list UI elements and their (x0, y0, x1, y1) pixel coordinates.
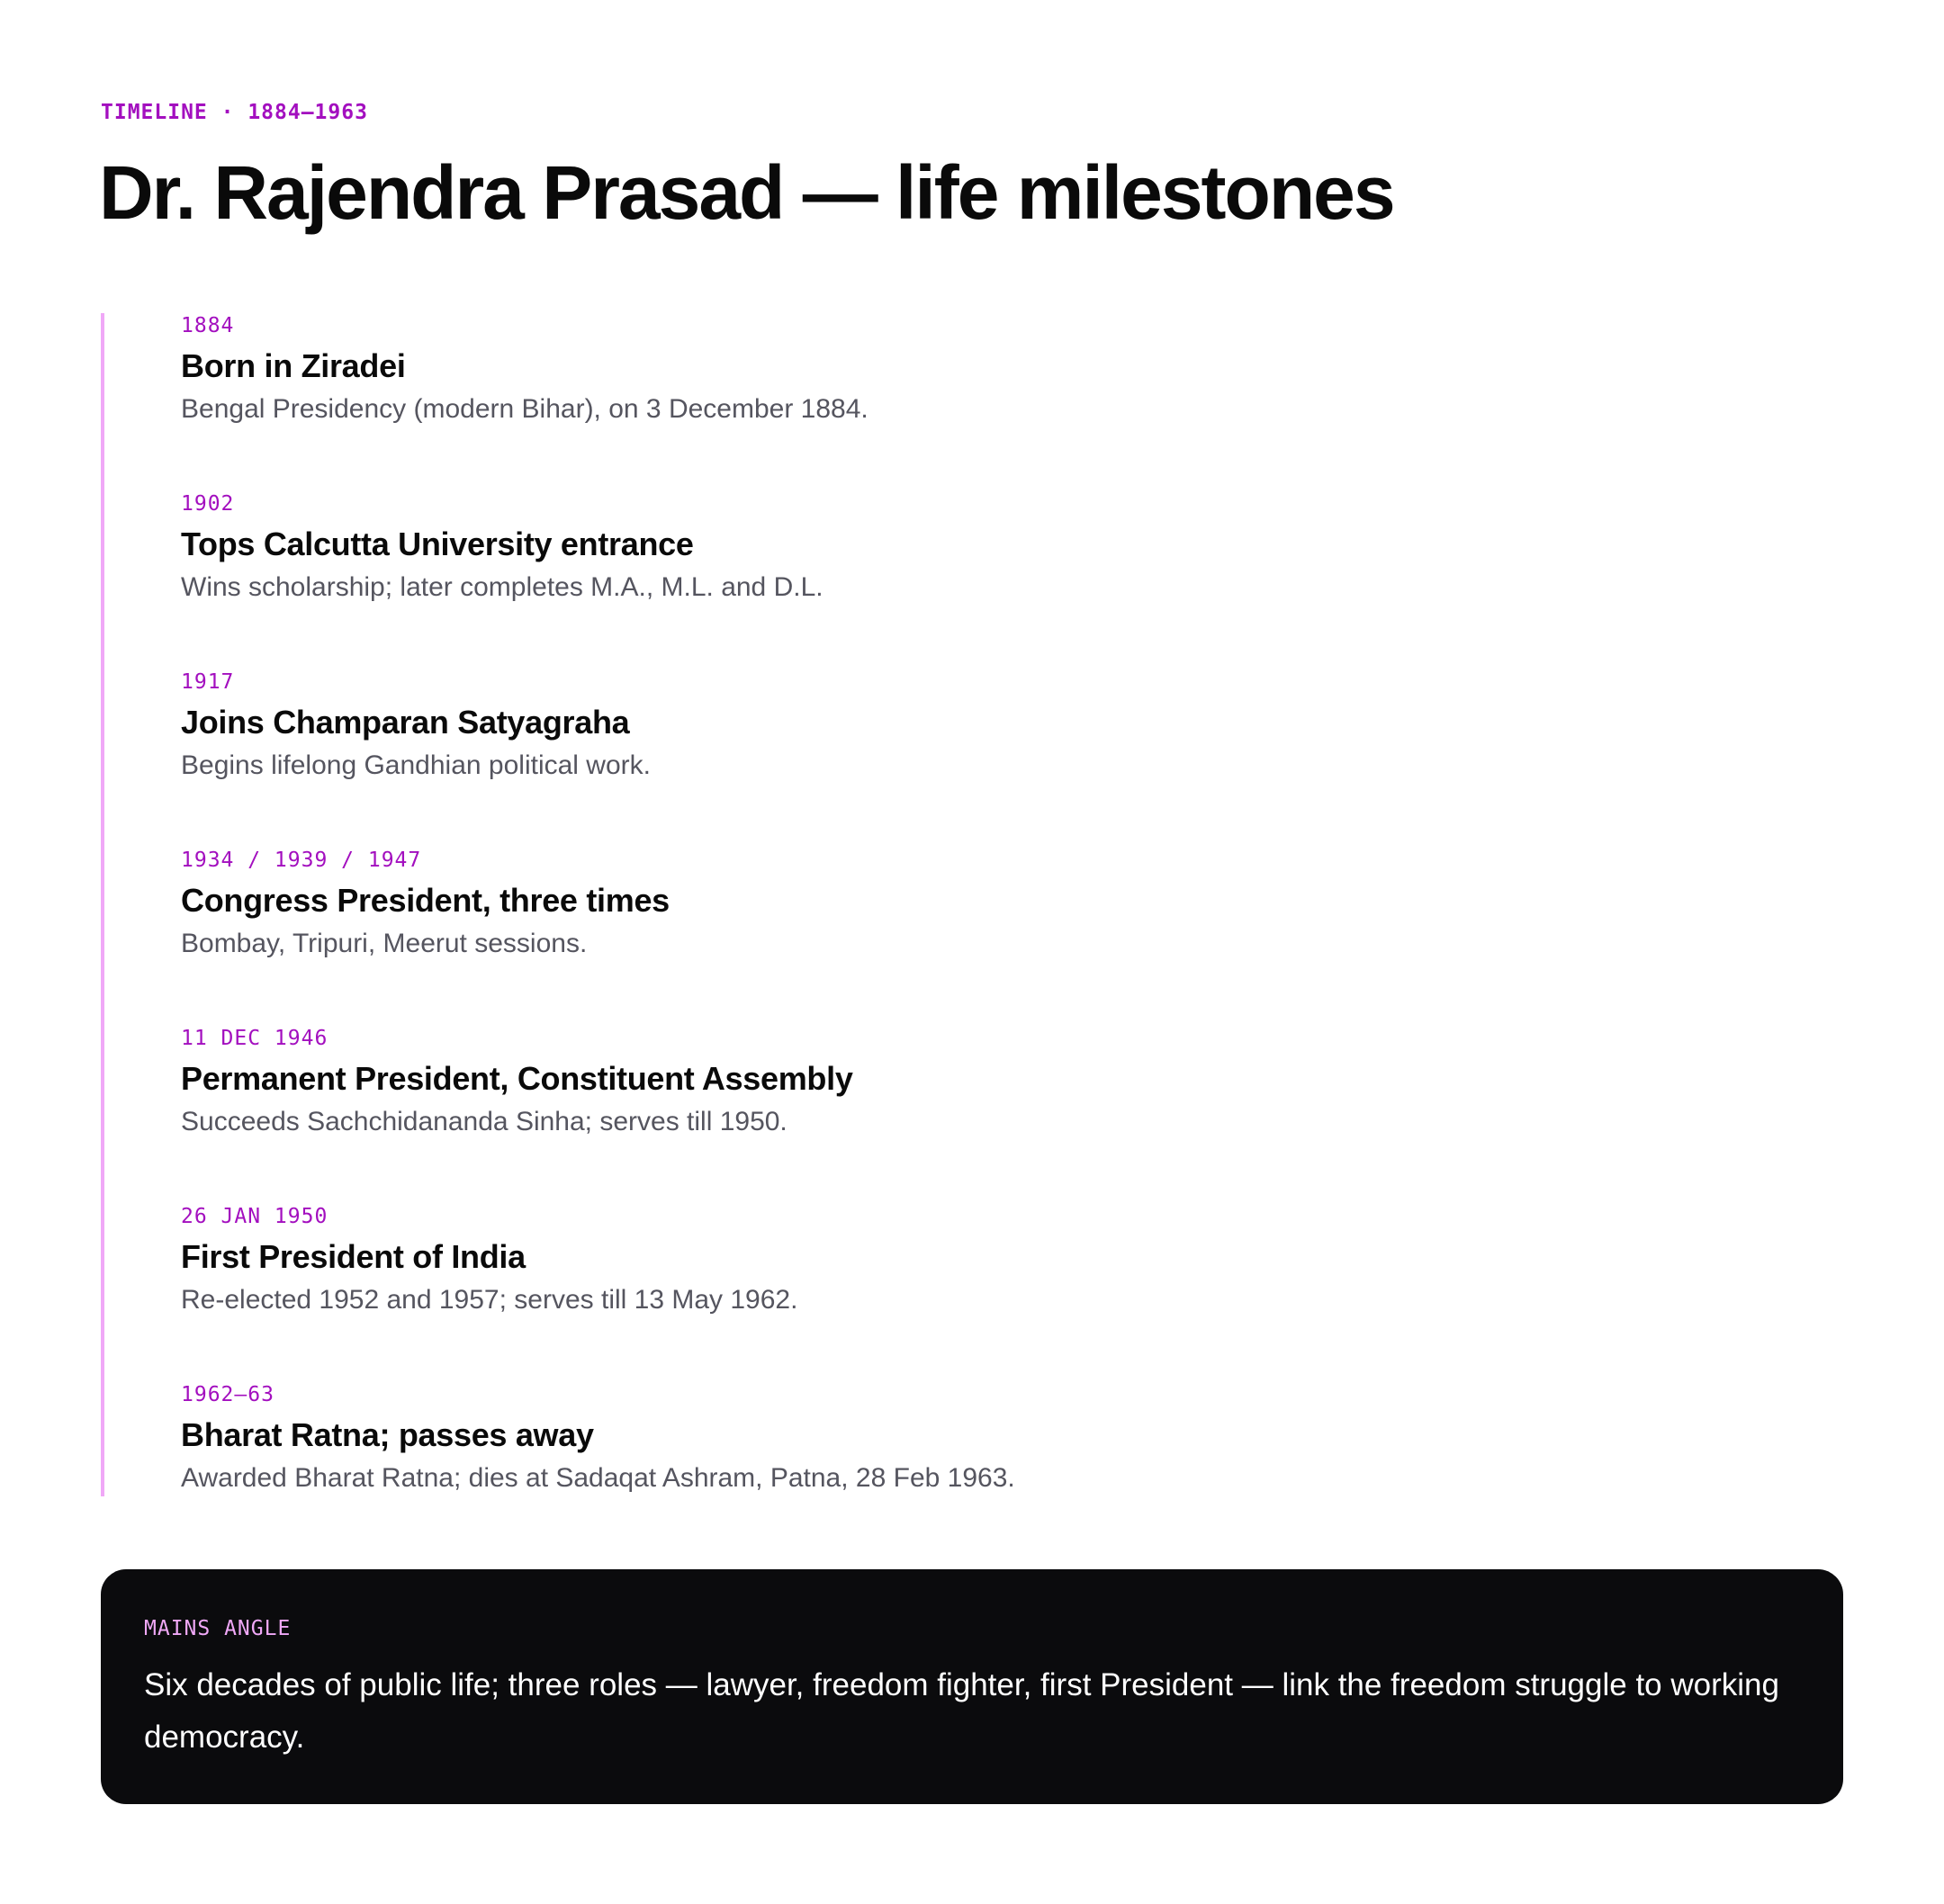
milestone-item (181, 313, 868, 427)
milestone-date: 1917 (181, 670, 235, 694)
milestone-description: Wins scholarship; later completes M.A., M.L. and D.L. (181, 572, 824, 602)
milestone-description: Awarded Bharat Ratna; dies at Sadaqat Ashram, Patna, 28 Feb 1963. (181, 1463, 1015, 1493)
milestone-description: Re-elected 1952 and 1957; serves till 13 May 1962. (181, 1285, 798, 1315)
mains-angle-callout (101, 1569, 1843, 1804)
milestone-date: 11 DEC 1946 (181, 1027, 328, 1050)
milestone-date: 1884 (181, 314, 235, 337)
milestone-description: Begins lifelong Gandhian political work. (181, 750, 651, 780)
milestone-date: 26 JAN 1950 (181, 1205, 328, 1228)
milestone-title: Born in Ziradei (181, 347, 406, 384)
milestone-description: Succeeds Sachchidananda Sinha; serves till 1950. (181, 1107, 788, 1136)
milestone-item (181, 491, 824, 605)
milestone-title: Bharat Ratna; passes away (181, 1416, 594, 1453)
milestone-description: Bombay, Tripuri, Meerut sessions. (181, 929, 588, 958)
milestone-item (181, 848, 670, 961)
milestone-item (181, 1204, 797, 1317)
milestone-date: 1962–63 (181, 1383, 274, 1406)
milestone-item (181, 1382, 1015, 1495)
milestone-title: Tops Calcutta University entrance (181, 525, 694, 562)
eyebrow-label: TIMELINE · 1884–1963 (101, 101, 368, 124)
page-title: Dr. Rajendra Prasad — life milestones (99, 150, 1394, 235)
milestone-date: 1934 / 1939 / 1947 (181, 849, 422, 872)
milestone-date: 1902 (181, 492, 235, 516)
milestone-item (181, 669, 651, 783)
milestone-item (181, 1026, 853, 1139)
milestone-title: Permanent President, Constituent Assembly (181, 1060, 853, 1097)
milestone-title: Congress President, three times (181, 882, 670, 919)
callout-text: Six decades of public life; three roles — lawyer, freedom fighter, first President — link the freedom struggle to working democracy. (144, 1667, 1779, 1755)
timeline (101, 313, 1724, 1496)
milestone-title: First President of India (181, 1238, 526, 1275)
callout-label: MAINS ANGLE (144, 1617, 292, 1640)
milestone-description: Bengal Presidency (modern Bihar), on 3 December 1884. (181, 394, 868, 424)
milestone-title: Joins Champaran Satyagraha (181, 704, 630, 741)
